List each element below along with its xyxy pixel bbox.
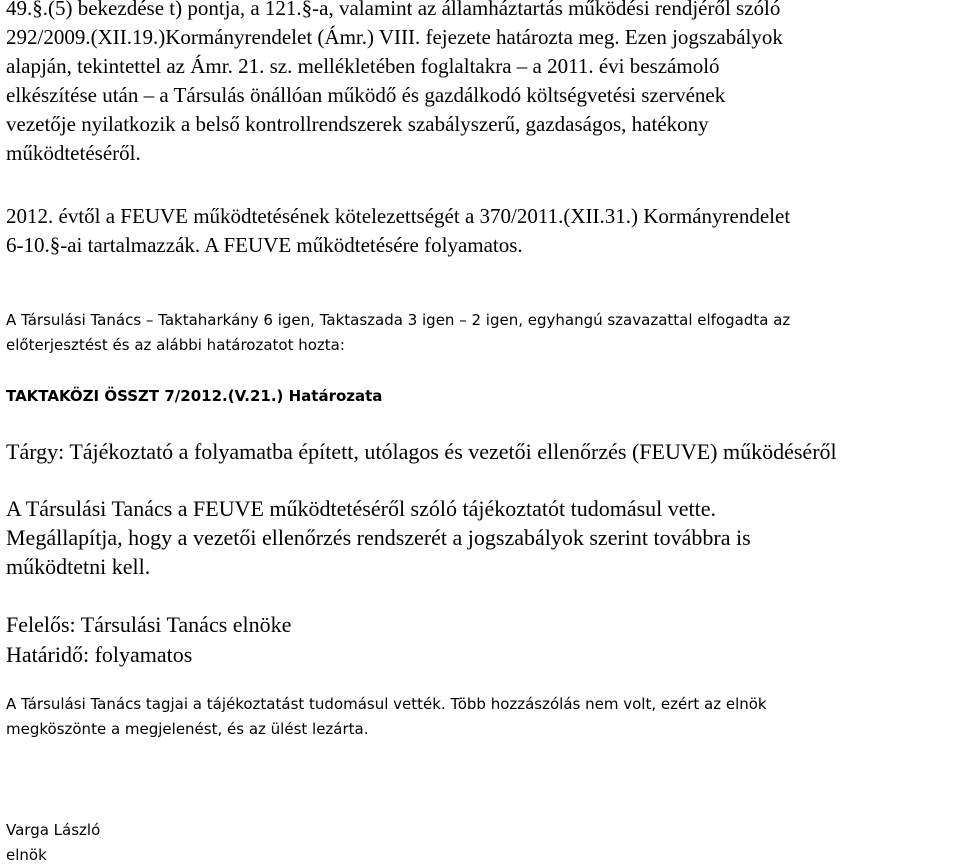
decision-line: Megállapítja, hogy a vezetői ellenőrzés rendszerét a jogszabályok szerint továbbra is xyxy=(6,525,751,550)
intro-line: elkészítése után – a Társulás önállóan működő és gazdálkodó költségvetési szervének xyxy=(6,83,726,107)
intro-line: működtetéséről. xyxy=(6,141,141,165)
subject-line: Tárgy: Tájékoztató a folyamatba épített, utólagos és vezetői ellenőrzés (FEUVE) működéséről xyxy=(6,439,837,464)
intro-line: 49.§.(5) bekezdése t) pontja, a 121.§-a, valamint az államháztartás működési rendjéről szóló xyxy=(6,0,781,20)
closing-line: A Társulási Tanács tagjai a tájékoztatást tudomásul vették. Több hozzászólás nem volt, ezért az elnök xyxy=(6,695,767,713)
signature-title: elnök xyxy=(6,846,47,864)
signature-block xyxy=(6,818,956,868)
decision-line: működtetni kell. xyxy=(6,554,151,579)
feuve-line: 2012. évtől a FEUVE működtetésének kötelezettségét a 370/2011.(XII.31.) Kormányrendelet xyxy=(6,204,791,228)
resolution-title: TAKTAKÖZI ÖSSZT 7/2012.(V.21.) Határozata xyxy=(6,387,383,405)
intro-line: alapján, tekintettel az Ámr. 21. sz. mellékletében foglaltakra – a 2011. évi beszámoló xyxy=(6,54,720,78)
vote-line: előterjesztést és az alábbi határozatot hozta: xyxy=(6,336,345,354)
closing-paragraph xyxy=(6,692,956,742)
decision-paragraph xyxy=(6,494,956,581)
decision-line: A Társulási Tanács a FEUVE működtetéséről szóló tájékoztatót tudomásul vette. xyxy=(6,496,717,521)
vote-line: A Társulási Tanács – Taktaharkány 6 igen, Taktaszada 3 igen – 2 igen, egyhangú szavazattal elfogadta az xyxy=(6,311,791,329)
intro-line: vezetője nyilatkozik a belső kontrollrendszerek szabályszerű, gazdaságos, hatékony xyxy=(6,112,709,136)
deadline-line: Határidő: folyamatos xyxy=(6,642,193,667)
closing-line: megköszönte a megjelenést, és az ülést lezárta. xyxy=(6,720,369,738)
responsible-line: Felelős: Társulási Tanács elnöke xyxy=(6,612,292,637)
intro-line: 292/2009.(XII.19.)Kormányrendelet (Ámr.) VIII. fejezete határozta meg. Ezen jogszabályok xyxy=(6,25,783,49)
vote-paragraph xyxy=(6,308,956,358)
signature-name: Varga László xyxy=(6,821,101,839)
intro-paragraph xyxy=(6,0,956,168)
feuve-line: 6-10.§-ai tartalmazzák. A FEUVE működtetésére folyamatos. xyxy=(6,233,523,257)
feuve-paragraph xyxy=(6,202,956,260)
